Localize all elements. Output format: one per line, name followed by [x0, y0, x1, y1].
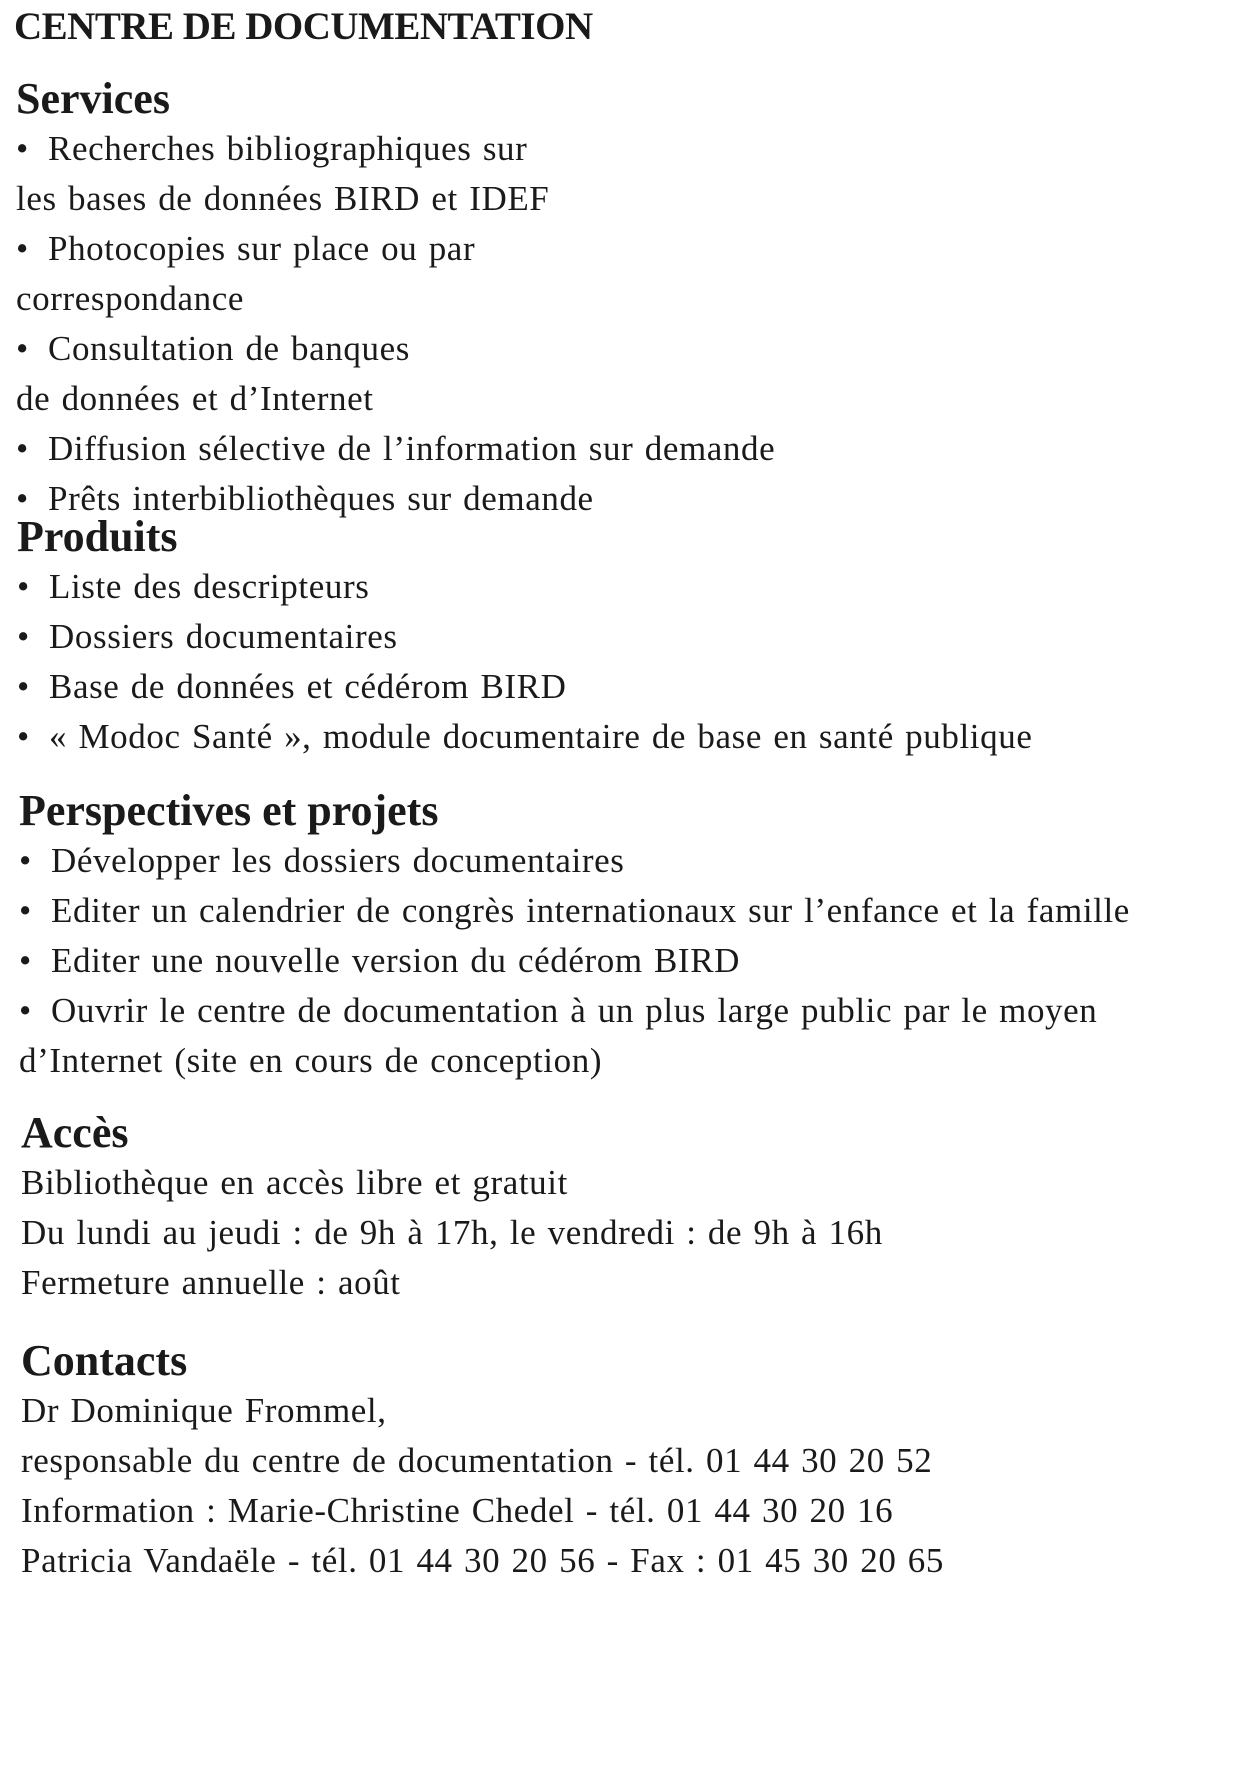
list-item [0, 124, 1255, 174]
section-contacts [0, 1336, 1255, 1586]
list-item-text: Patricia Vandaële - tél. 01 44 30 20 56 - Fax : 01 45 30 20 65 [21, 1541, 944, 1580]
section-lines [0, 836, 1255, 1086]
section-produits [0, 512, 1255, 762]
list-item-text: correspondance [16, 279, 245, 318]
list-item-text: les bases de données BIRD et IDEF [16, 179, 550, 218]
list-item-text: Base de données et cédérom BIRD [49, 667, 567, 706]
bullet-icon: • [16, 479, 29, 518]
bullet-icon: • [16, 429, 29, 468]
section-lines [0, 1158, 1255, 1308]
list-item [0, 986, 1255, 1036]
section-heading: Perspectives et projets [19, 786, 439, 835]
bullet-icon: • [17, 617, 30, 656]
list-item-text: Diffusion sélective de l’information sur demande [48, 429, 776, 468]
list-item [0, 1436, 1255, 1486]
list-item [0, 324, 1255, 374]
list-item-text: « Modoc Santé », module documentaire de base en santé publique [49, 717, 1033, 756]
list-item-text: Information : Marie-Christine Chedel - tél. 01 44 30 20 16 [21, 1491, 894, 1530]
list-item-text: Recherches bibliographiques sur [48, 129, 528, 168]
section-lines [0, 124, 1255, 524]
list-item [0, 1208, 1255, 1258]
section-heading: Contacts [21, 1336, 188, 1385]
list-item [0, 1036, 1255, 1086]
list-item [0, 612, 1255, 662]
list-item-text: Liste des descripteurs [49, 567, 370, 606]
list-item-text: Editer un calendrier de congrès internationaux sur l’enfance et la famille [51, 891, 1130, 930]
list-item-text: Dr Dominique Frommel, [21, 1391, 387, 1430]
list-item [0, 274, 1255, 324]
bullet-icon: • [19, 891, 32, 930]
page-title: CENTRE DE DOCUMENTATION [14, 5, 593, 48]
bullet-icon: • [19, 841, 32, 880]
list-item [0, 374, 1255, 424]
list-item [0, 174, 1255, 224]
list-item-text: Ouvrir le centre de documentation à un plus large public par le moyen [51, 991, 1098, 1030]
list-item [0, 836, 1255, 886]
list-item-text: Consultation de banques [48, 329, 410, 368]
list-item [0, 712, 1255, 762]
list-item [0, 1536, 1255, 1586]
list-item-text: Bibliothèque en accès libre et gratuit [21, 1163, 568, 1202]
section-perspectives [0, 786, 1255, 1086]
list-item-text: Développer les dossiers documentaires [51, 841, 625, 880]
section-heading: Services [16, 74, 170, 123]
list-item [0, 1158, 1255, 1208]
bullet-icon: • [17, 667, 30, 706]
bullet-icon: • [17, 717, 30, 756]
section-services [0, 74, 1255, 524]
section-heading: Accès [21, 1108, 129, 1157]
list-item-text: Prêts interbibliothèques sur demande [48, 479, 594, 518]
list-item-text: Photocopies sur place ou par [48, 229, 476, 268]
list-item [0, 224, 1255, 274]
list-item-text: de données et d’Internet [16, 379, 374, 418]
bullet-icon: • [16, 229, 29, 268]
section-lines [0, 562, 1255, 762]
list-item [0, 424, 1255, 474]
list-item [0, 936, 1255, 986]
bullet-icon: • [17, 567, 30, 606]
list-item-text: d’Internet (site en cours de conception) [19, 1041, 603, 1080]
list-item [0, 1386, 1255, 1436]
section-lines [0, 1386, 1255, 1586]
list-item-text: responsable du centre de documentation - tél. 01 44 30 20 52 [21, 1441, 933, 1480]
list-item [0, 1486, 1255, 1536]
bullet-icon: • [19, 991, 32, 1030]
bullet-icon: • [16, 129, 29, 168]
list-item [0, 886, 1255, 936]
bullet-icon: • [16, 329, 29, 368]
list-item [0, 562, 1255, 612]
section-heading: Produits [17, 512, 178, 561]
list-item-text: Dossiers documentaires [49, 617, 398, 656]
section-acces [0, 1108, 1255, 1308]
list-item-text: Du lundi au jeudi : de 9h à 17h, le vendredi : de 9h à 16h [21, 1213, 883, 1252]
bullet-icon: • [19, 941, 32, 980]
list-item-text: Editer une nouvelle version du cédérom BIRD [51, 941, 741, 980]
list-item-text: Fermeture annuelle : août [21, 1263, 401, 1302]
list-item [0, 662, 1255, 712]
list-item [0, 1258, 1255, 1308]
